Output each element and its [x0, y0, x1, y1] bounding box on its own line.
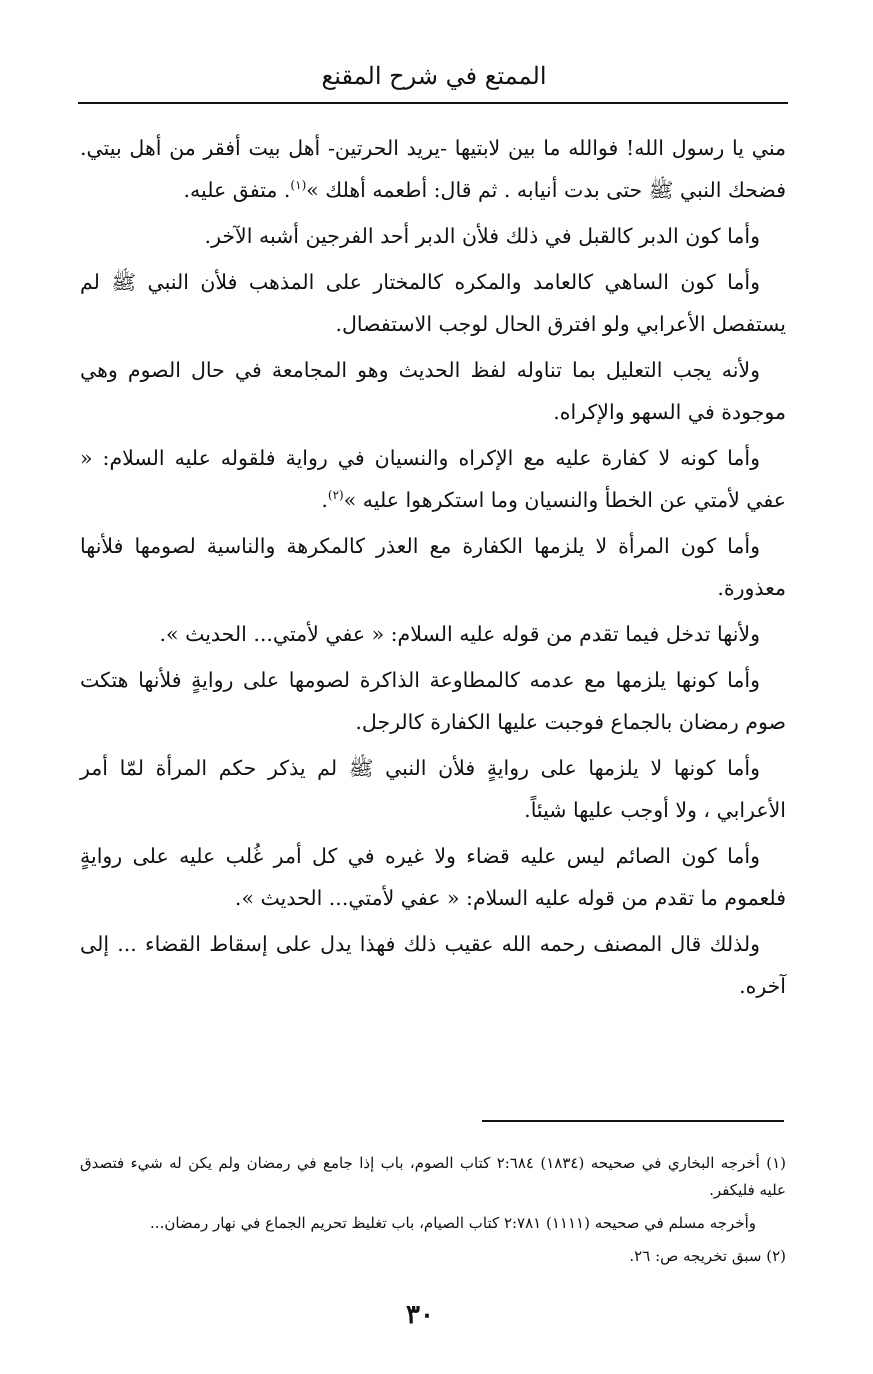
paragraph-1-text: مني يا رسول الله! فوالله ما بين لابتيها -يريد الحرتين- أهل بيت أفقر من أهل بيتي. فضحك النبي ﷺ حتى بدت أنيابه . ثم قال: أطعمه أهلك » — [80, 136, 786, 202]
footnote-1-label: (١) — [766, 1154, 786, 1172]
paragraph-5 — [80, 437, 786, 521]
main-text — [80, 127, 786, 1011]
page-number: ٣٠ — [406, 1300, 434, 1330]
header-rule — [78, 102, 788, 104]
footnote-ref-2: (٢) — [327, 488, 344, 503]
paragraph-3: وأما كون الساهي كالعامد والمكره كالمختار على المذهب فلأن النبي ﷺ لم يستفصل الأعرابي ولو افترق الحال لوجب الاستفصال. — [80, 270, 786, 336]
footnote-2 — [80, 1243, 786, 1270]
footnote-1 — [80, 1150, 786, 1204]
paragraph-9: وأما كونها لا يلزمها على روايةٍ فلأن النبي ﷺ لم يذكر حكم المرأة لمّا أمر الأعرابي ، ولا أوجب عليها شيئاً. — [80, 756, 786, 822]
footnote-1-continued: وأخرجه مسلم في صحيحه (١١١١) ٢:٧٨١ كتاب الصيام، باب تغليظ تحريم الجماع في نهار رمضان... — [150, 1214, 756, 1232]
footnote-2-text: سبق تخريجه ص: ٢٦. — [629, 1247, 762, 1265]
paragraph-10: وأما كون الصائم ليس عليه قضاء ولا غيره في كل أمر غُلب عليه على روايةٍ فلعموم ما تقدم من قوله عليه السلام: « عفي لأمتي... الحديث ». — [80, 844, 786, 910]
footnotes — [80, 1150, 786, 1276]
paragraph-5-text: وأما كونه لا كفارة عليه مع الإكراه والنسيان في رواية فلقوله عليه السلام: « عفي لأمتي عن الخطأ والنسيان وما استكرهوا عليه » — [80, 446, 786, 512]
footnote-ref-1: (١) — [290, 178, 307, 193]
paragraph-8: وأما كونها يلزمها مع عدمه كالمطاوعة الذاكرة لصومها على روايةٍ فلأنها هتكت صوم رمضان بالجماع فوجبت عليها الكفارة كالرجل. — [80, 668, 786, 734]
paragraph-11: ولذلك قال المصنف رحمه الله عقيب ذلك فهذا يدل على إسقاط القضاء ... إلى آخره. — [80, 932, 786, 998]
paragraph-4: ولأنه يجب التعليل بما تناوله لفظ الحديث وهو المجامعة في حال الصوم وهي موجودة في السهو والإكراه. — [80, 358, 786, 424]
paragraph-7: ولأنها تدخل فيما تقدم من قوله عليه السلام: « عفي لأمتي... الحديث ». — [159, 622, 760, 646]
paragraph-1 — [80, 127, 786, 211]
footnote-2-label: (٢) — [766, 1247, 786, 1265]
paragraph-6: وأما كون المرأة لا يلزمها الكفارة مع العذر كالمكرهة والناسية لصومها فلأنها معذورة. — [80, 534, 786, 600]
footnote-separator — [482, 1120, 784, 1122]
footnote-1-text: أخرجه البخاري في صحيحه (١٨٣٤) ٢:٦٨٤ كتاب الصوم، باب إذا جامع في رمضان ولم يكن له شيء فتصدق عليه فليكفر. — [80, 1154, 786, 1199]
running-header: الممتع في شرح المقنع — [321, 62, 547, 90]
paragraph-2: وأما كون الدبر كالقبل في ذلك فلأن الدبر أحد الفرجين أشبه الآخر. — [204, 224, 760, 248]
paragraph-1-tail: . متفق عليه. — [183, 178, 291, 202]
paragraph-5-tail: . — [321, 488, 328, 512]
